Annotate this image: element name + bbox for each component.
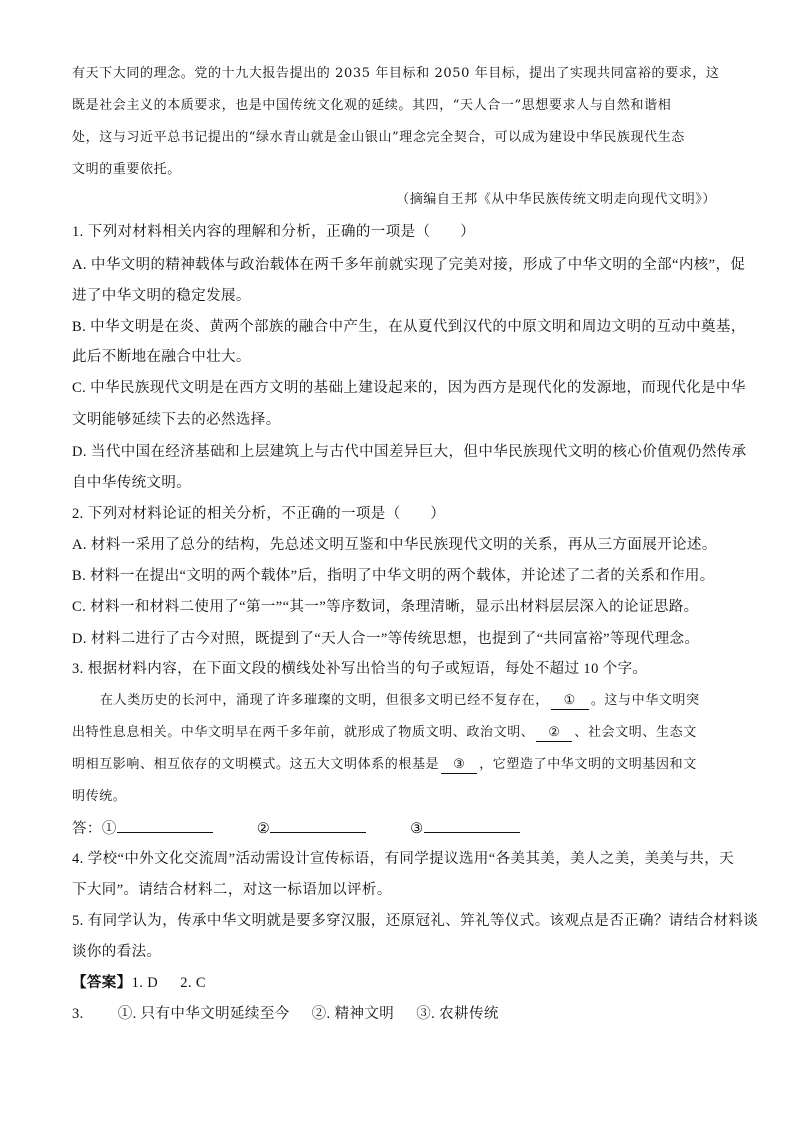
- answer-q3-item-3: ③. 农耕传统: [416, 1006, 499, 1022]
- fill-blank-2[interactable]: ②: [536, 725, 572, 742]
- answer-q3-item-1: ①. 只有中华文明延续至今: [117, 1006, 290, 1022]
- q1-option-a-line2: 进了中华文明的稳定发展。: [72, 288, 251, 304]
- q3-answer-row: [72, 818, 564, 839]
- answer-2: 2. C: [180, 975, 206, 991]
- q2-option-a: A. 材料一采用了总分的结构，先总述文明互鉴和中华民族现代文明的关系，再从三方面展开论述。: [72, 537, 717, 553]
- answer-q3-row: [72, 1004, 499, 1024]
- q1-stem: 1. 下列对材料相关内容的理解和分析，正确的一项是（ ）: [72, 224, 476, 240]
- q1-option-d-line1: D. 当代中国在经济基础和上层建筑上与古代中国差异巨大，但中华民族现代文明的核心价值观仍然传承: [72, 444, 747, 460]
- answer-num-3: ③: [410, 821, 424, 837]
- q3-passage-line-4: 明传统。: [72, 789, 127, 804]
- q3-passage-text: 、社会文明、生态文: [574, 725, 697, 740]
- q1-option-a-line1: A. 中华文明的精神载体与政治载体在两千多年前就实现了完美对接，形成了中华文明的全部“内核”，促: [72, 257, 746, 273]
- q3-passage-text: 在人类历史的长河中，涌现了许多璀璨的文明，但很多文明已经不复存在，: [100, 693, 549, 708]
- answer-line-2[interactable]: [270, 818, 366, 833]
- q1-option-c-line2: 文明能够延续下去的必然选择。: [72, 412, 281, 428]
- q1-option-c-line1: C. 中华民族现代文明是在西方文明的基础上建设起来的，因为西方是现代化的发源地，而现代化是中华: [72, 380, 746, 396]
- q3-passage-line-2: [72, 723, 697, 743]
- answer-q3-item-2: ②. 精神文明: [311, 1006, 395, 1022]
- fill-blank-1[interactable]: ①: [551, 693, 589, 710]
- passage-line-2: 既是社会主义的本质要求，也是中国传统文化观的延续。其四，“天人合一”思想要求人与自然和谐相: [72, 98, 672, 113]
- q4-line-1: 4. 学校“中外文化交流周”活动需设计宣传标语，有同学提议选用“各美其美，美人之美，美美与共，天: [72, 851, 735, 867]
- answer-line-1[interactable]: [117, 818, 213, 833]
- answer-1: 1. D: [131, 975, 159, 991]
- answer-line-3[interactable]: [424, 818, 520, 833]
- q5-line-2: 谈你的看法。: [72, 944, 162, 960]
- q4-line-2: 下大同”。请结合材料二，对这一标语加以评析。: [72, 882, 392, 898]
- answer-num-1: ①: [101, 821, 117, 837]
- q2-option-b: B. 材料一在提出“文明的两个载体”后，指明了中华文明的两个载体，并论述了二者的关系和作用。: [72, 568, 715, 584]
- q3-passage-text: ，它塑造了中华文明的文明基因和文: [479, 757, 697, 772]
- q3-passage-text: 出特性息息相关。中华文明早在两千多年前，就形成了物质文明、政治文明、: [72, 725, 535, 740]
- passage-line-1: 有天下大同的理念。党的十九大报告提出的 2035 年目标和 2050 年目标，提出了实现共同富裕的要求，这: [72, 66, 720, 81]
- fill-blank-3[interactable]: ③: [441, 757, 477, 774]
- passage-line-4: 文明的重要依托。: [72, 162, 181, 177]
- passage-source: （摘编自王邦《从中华民族传统文明走向现代文明》）: [396, 192, 716, 207]
- q1-option-b-line2: 此后不断地在融合中壮大。: [72, 349, 251, 365]
- answer-tag: 【答案】: [72, 975, 132, 991]
- q3-passage-line-1: [100, 691, 700, 711]
- q3-passage-text: 。这与中华文明突: [590, 693, 700, 708]
- q3-passage-text: 明相互影响、相互依存的文明模式。这五大文明体系的根基是: [72, 757, 440, 772]
- answer-q3-number: 3.: [72, 1006, 84, 1022]
- q5-line-1: 5. 有同学认为，传承中华文明就是要多穿汉服，还原冠礼、笄礼等仪式。该观点是否正确？请结合材料谈: [72, 913, 759, 929]
- q1-option-b-line1: B. 中华文明是在炎、黄两个部族的融合中产生，在从夏代到汉代的中原文明和周边文明的互动中奠基，: [72, 319, 746, 335]
- answer-row: [72, 973, 206, 993]
- passage-line-3: 处，这与习近平总书记提出的“绿水青山就是金山银山”理念完全契合，可以成为建设中华民族现代生态: [72, 130, 685, 145]
- q2-option-d: D. 材料二进行了古今对照，既提到了“天人合一”等传统思想，也提到了“共同富裕”等现代理念。: [72, 631, 700, 647]
- q3-passage-line-3: [72, 755, 697, 775]
- q1-option-d-line2: 自中华传统文明。: [72, 475, 192, 491]
- q2-stem: 2. 下列对材料论证的相关分析，不正确的一项是（ ）: [72, 506, 446, 522]
- q2-option-c: C. 材料一和材料二使用了“第一”“其一”等序数词，条理清晰，显示出材料层层深入的论证思路。: [72, 599, 699, 615]
- answer-num-2: ②: [256, 821, 271, 837]
- q3-stem: 3. 根据材料内容，在下面文段的横线处补写出恰当的句子或短语，每处不超过 10 个字。: [72, 661, 648, 677]
- answer-label: 答：: [72, 821, 102, 837]
